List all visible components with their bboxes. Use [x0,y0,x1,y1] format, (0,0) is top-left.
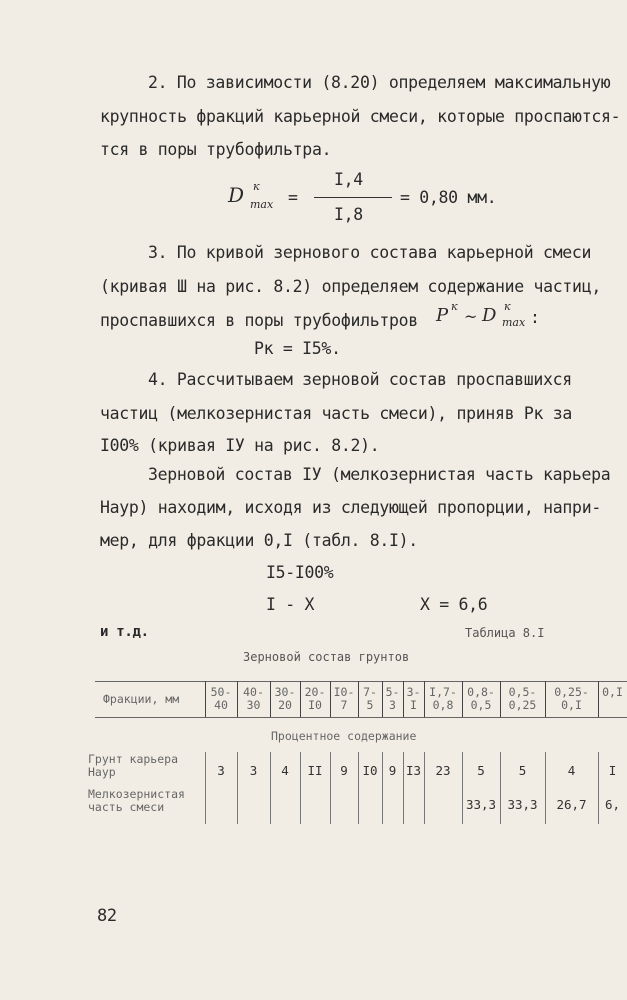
para2-line3: тся в поры трубофильтра. [100,140,332,159]
fraction-header-cell: I0- 7 [333,685,355,712]
table-subheader: Процентное содержание [271,729,417,743]
para3-line1: 3. По кривой зернового состава карьерной смеси [148,243,592,262]
fraction-header-cell: 0,I [602,685,623,699]
para3-line2: (кривая Ш на рис. 8.2) определяем содержание частиц, [100,277,601,296]
pk-result: Pк = I5%. [254,339,341,358]
formula-equals: = [288,188,298,207]
rel-d-sub: max [502,316,526,329]
table-cell: 26,7 [556,797,587,812]
formula-denominator: I,8 [334,205,363,224]
para4-line3: I00% (кривая IУ на рис. 8.2). [100,436,380,455]
table-header-first: Фракции, мм [103,692,180,706]
fraction-header-cell: I,7- 0,8 [429,685,457,712]
fraction-bar [314,197,392,198]
fraction-header-cell: 50- 40 [210,685,232,712]
formula-result: = 0,80 мм. [400,188,497,207]
fraction-header-cell: 5- 3 [385,685,400,712]
rel-colon: : [530,308,540,327]
proportion-line2: I - X [266,595,315,614]
table-cell: 9 [340,763,348,778]
fraction-header-cell: 7- 5 [363,685,377,712]
table-title: Зерновой состав грунтов [243,650,410,664]
formula-sub-max: max [250,198,274,211]
rel-p: P [436,305,449,326]
fraction-header-cell: 40- 30 [243,685,264,712]
proportion-line3: X = 6,6 [420,595,488,614]
para3-line3: проспавшихся в поры трубофильтров [100,311,418,330]
table-cell: 6, [604,797,621,812]
proportion-line1: I5-I00% [266,563,334,582]
table-cell: II [307,763,323,778]
table-cell: 5 [518,763,527,778]
fraction-header-cell: 0,5- 0,25 [508,685,537,712]
table-top-rule [95,681,627,682]
table-cell: 33,3 [465,797,497,812]
para4-line2: частиц (мелкозернистая часть смеси), приняв Pк за [100,404,573,423]
para4-line1: 4. Рассчитываем зерновой состав проспавшихся [148,370,572,389]
table-cell: 9 [388,763,397,778]
row-label-naur: Грунт карьера Наур [88,752,179,779]
table-header-rule [95,717,627,718]
page-number: 82 [97,906,117,926]
table-cell: 3 [249,763,258,778]
para5-line3: мер, для фракции 0,I (табл. 8.I). [100,531,418,550]
table-cell: I [608,763,617,778]
fraction-header-cell: 0,8- 0,5 [467,685,495,712]
para2-line1: 2. По зависимости (8.20) определяем максимальную [148,73,611,92]
table-cell: 23 [435,763,451,778]
table-cell: I0 [362,763,378,778]
para5-line2: Наур) находим, исходя из следующей пропорции, напри- [100,498,601,517]
formula-numerator: I,4 [334,170,363,189]
rel-d: D [482,305,497,326]
table-cell: 33,3 [507,797,538,812]
para5-line1: Зерновой состав IУ (мелкозернистая часть карьера [148,465,611,484]
rel-d-sup: к [504,300,511,313]
fraction-header-cell: 20- I0 [304,685,326,712]
rel-tilde: ~ [464,307,478,326]
row-label-fine: Мелкозернистая часть смеси [88,787,185,814]
table-cell: 4 [567,763,576,778]
table-label: Таблица 8.I [465,626,545,640]
table-cell: I3 [405,763,422,778]
etc-text: и т.д. [100,624,149,640]
fraction-header-cell: 0,25- 0,I [554,685,589,712]
fraction-header-cell: 3- I [406,685,421,712]
formula-symbol-d: D [228,183,245,207]
table-cell: 5 [477,763,485,778]
table-cell: 4 [281,763,289,778]
para2-line2: крупность фракций карьерной смеси, которые проспаются- [100,107,621,126]
fraction-header-cell: 30- 20 [274,685,296,712]
formula-sup-k: к [253,180,260,193]
table-cell: 3 [217,763,225,778]
rel-p-sup: к [451,300,458,313]
